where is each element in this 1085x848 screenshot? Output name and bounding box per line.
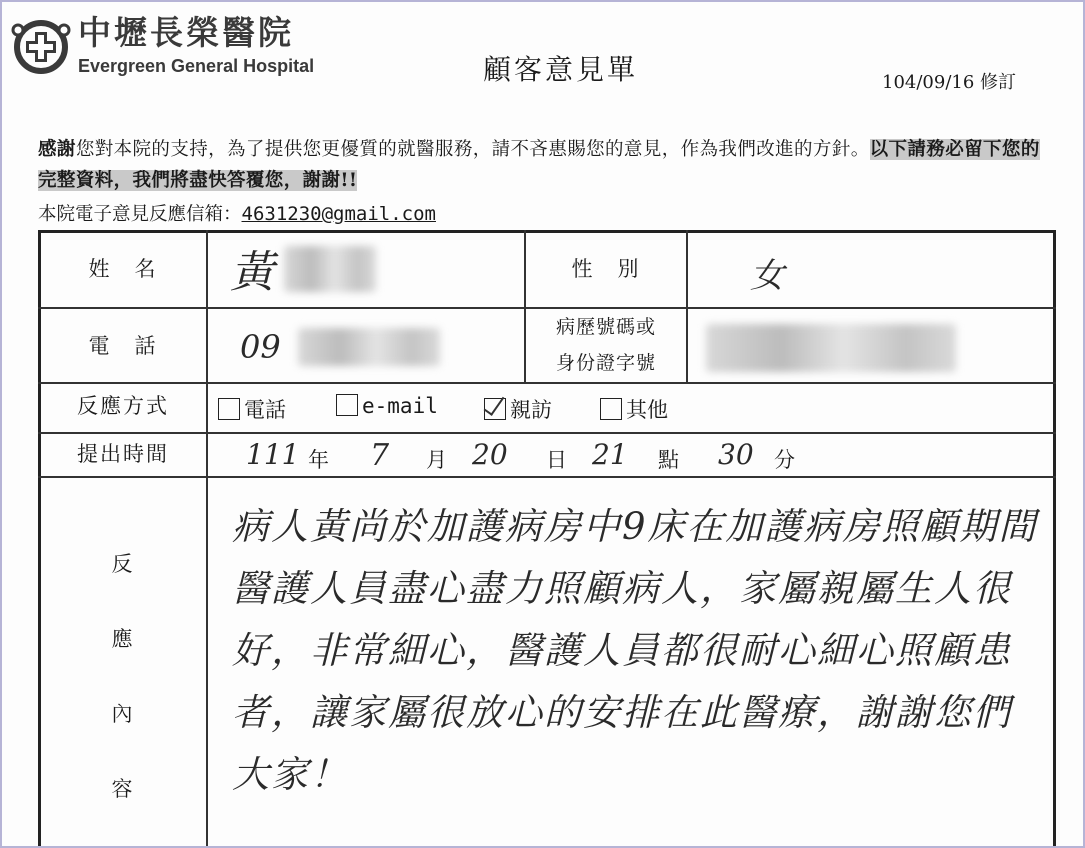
time-minute-unit: 分 (774, 448, 795, 472)
hospital-logo-icon (10, 16, 72, 78)
time-day-unit: 日 (546, 448, 567, 472)
email-line (38, 200, 436, 226)
phone-label: 電 話 (88, 334, 158, 358)
checkbox-phone[interactable] (218, 398, 240, 420)
method-option-email[interactable]: e-mail (336, 394, 438, 418)
row-divider (38, 382, 1056, 384)
gender-value: 女 (750, 256, 784, 296)
time-hour: 21 (592, 438, 628, 471)
time-minute: 30 (718, 438, 754, 471)
gender-label: 性 別 (571, 257, 641, 281)
record-label-2: 身份證字號 (555, 352, 656, 374)
redacted-record-number (706, 324, 956, 372)
time-day: 20 (472, 438, 508, 471)
revision-date: 104/09/16 修訂 (882, 72, 1017, 93)
intro-lead: 感謝 (38, 139, 76, 160)
time-month-unit: 月 (426, 448, 447, 472)
row-divider (38, 307, 1056, 309)
method-option-phone[interactable]: 電話 (218, 394, 286, 424)
name-label: 姓 名 (88, 257, 158, 281)
method-option-visit[interactable]: 親訪 (484, 394, 552, 424)
content-label-char: 反 (111, 552, 135, 576)
email-label: 本院電子意見反應信箱： (38, 204, 242, 225)
row-divider (38, 432, 1056, 434)
col-divider (524, 230, 526, 382)
content-label-char: 內 (111, 702, 135, 726)
row-divider (38, 476, 1056, 478)
checkbox-email[interactable] (336, 394, 358, 416)
col-divider (686, 230, 688, 382)
time-month: 7 (370, 438, 390, 473)
col-divider (206, 230, 208, 846)
name-value: 黃 (230, 247, 274, 298)
time-hour-unit: 點 (658, 448, 679, 472)
email-link[interactable]: 4631230@gmail.com (241, 203, 436, 225)
feedback-content: 病人黃尚於加護病房中9床在加護病房照顧期間醫護人員盡心盡力照顧病人，家屬親屬生人很好，非常細心，醫護人員都很耐心細心照顧患者，讓家屬很放心的安排在此醫療，謝謝您們大家！ (232, 505, 1038, 796)
redacted-name (284, 246, 376, 292)
record-label-1: 病歷號碼或 (555, 316, 656, 338)
form-title: 顧客意見單 (483, 53, 639, 86)
time-year-unit: 年 (308, 448, 329, 472)
hospital-name-en: Evergreen General Hospital (78, 56, 315, 76)
intro-paragraph (38, 134, 1048, 196)
time-label: 提出時間 (77, 442, 169, 466)
content-label-char: 容 (111, 777, 135, 801)
content-label-char: 應 (111, 627, 135, 651)
method-option-other[interactable]: 其他 (600, 394, 668, 424)
hospital-name-zh: 中壢長榮醫院 (78, 13, 294, 52)
redacted-phone (298, 328, 440, 366)
intro-highlight: 以下請務必留下您的完整資料，我們將盡快答覆您，謝謝!! (38, 139, 1040, 191)
method-label: 反應方式 (77, 394, 169, 418)
checkbox-visit-checked[interactable] (484, 398, 506, 420)
phone-value: 09 (240, 328, 281, 366)
time-year: 111 (246, 438, 300, 471)
checkbox-other[interactable] (600, 398, 622, 420)
intro-text: 您對本院的支持，為了提供您更優質的就醫服務，請不吝惠賜您的意見，作為我們改進的方針。 (75, 139, 870, 160)
